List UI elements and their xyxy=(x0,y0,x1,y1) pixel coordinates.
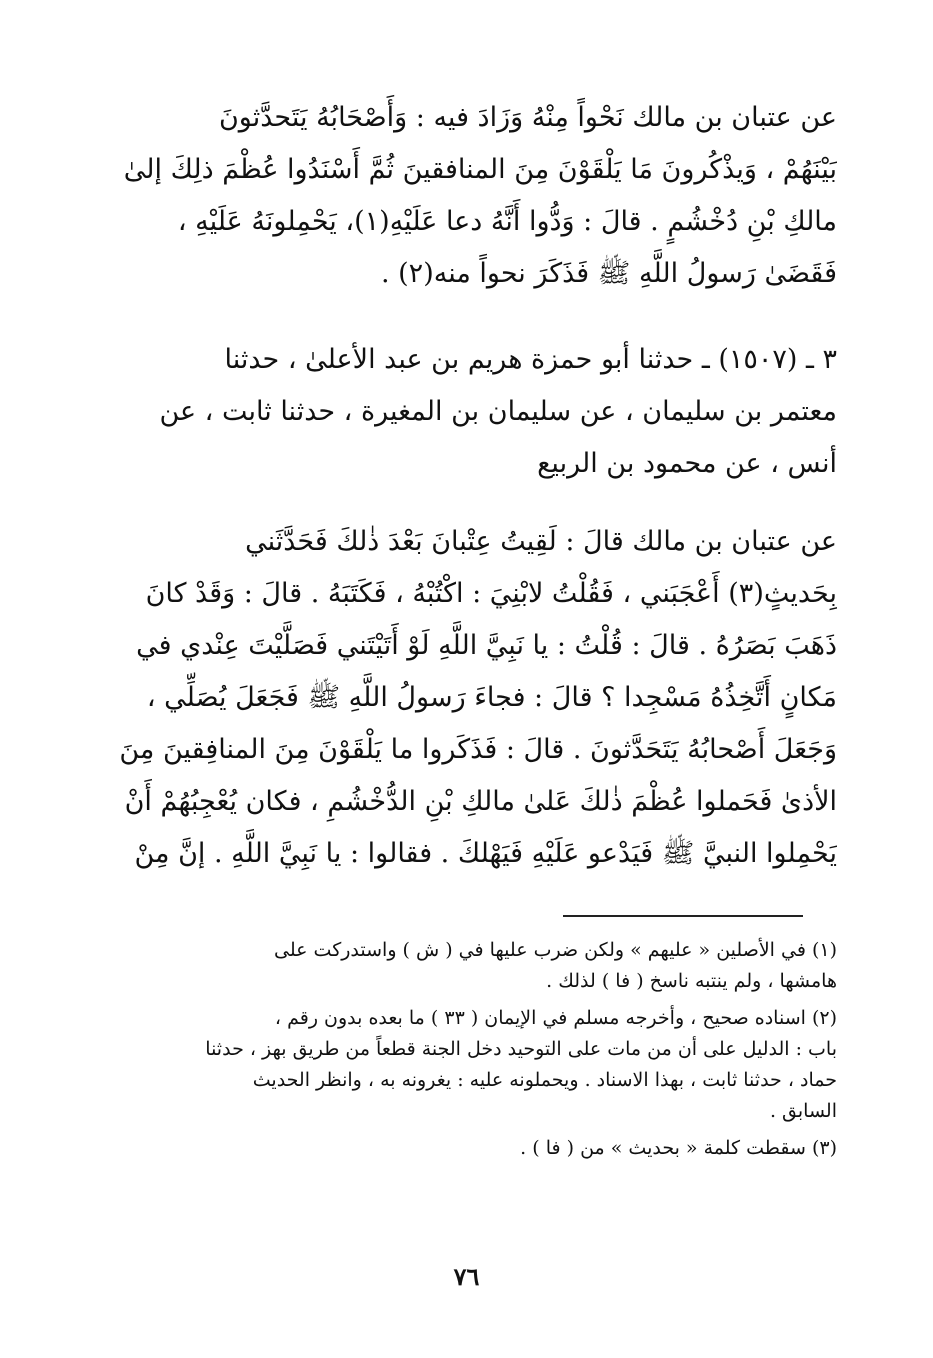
footnote-divider xyxy=(563,915,803,917)
paragraph-hadith-continuation xyxy=(105,92,837,300)
footnote-1 xyxy=(105,935,837,997)
text-line: ذَهَبَ بَصَرُهُ . قالَ : قُلْتُ : يا نَبِيَّ اللَّهِ لَوْ أَتَيْتَني فَصَلَّيْتَ عِنْدي في xyxy=(136,630,837,661)
paragraph-isnad-1507 xyxy=(105,334,837,490)
paragraph-matn xyxy=(105,516,837,880)
text-line: عن عتبان بن مالك قالَ : لَقِيتُ عِتْبانَ بَعْدَ ذٰلكَ فَحَدَّثَني xyxy=(245,526,837,557)
footnote-line: (٣) سقطت كلمة « بحديث » من ( فا ) . xyxy=(520,1137,837,1159)
footnote-line: (٢) اسناده صحيح ، وأخرجه مسلم في الإيمان ( ٣٣ ) ما بعده بدون رقم ، xyxy=(274,1007,837,1029)
text-line: مَكانٍ أَتَّخِذُهُ مَسْجِدا ؟ قالَ : فجاءَ رَسولُ اللَّهِ ﷺ فَجَعَلَ يُصَلِّي ، xyxy=(146,682,837,713)
text-line: بِحَديثٍ(٣) أَعْجَبَني ، فَقُلْتُ لابْنِيَ : اكْتُبْهُ ، فَكَتَبَهُ . قالَ : وَقَدْ كانَ xyxy=(145,578,837,609)
text-line: مالكِ بْنِ دُخْشُمٍ . قالَ : وَدُّوا أَنَّهُ دعا عَلَيْهِ(١)، يَحْمِلونَهُ عَلَيْهِ ، xyxy=(177,206,837,237)
text-line: معتمر بن سليمان ، عن سليمان بن المغيرة ، حدثنا ثابت ، عن xyxy=(159,396,837,427)
text-line: فَقَضَىٰ رَسولُ اللَّهِ ﷺ فَذَكَرَ نحواً منه(٢) . xyxy=(380,258,837,289)
footnote-2 xyxy=(105,1003,837,1127)
footnote-line: هامشها ، ولم ينتبه ناسخ ( فا ) لذلك . xyxy=(546,970,837,992)
text-line: عن عتبان بن مالك نَحْواً مِنْهُ وَزَادَ فيه : وَأَصْحَابُهُ يَتَحدَّثونَ xyxy=(218,102,837,133)
text-line: بَيْنَهُمْ ، وَيذْكُرونَ مَا يَلْقَوْنَ مِنَ المنافقينَ ثُمَّ أَسْنَدُوا عُظْمَ ذلِكَ إلىٰ xyxy=(123,154,837,185)
text-line: أنس ، عن محمود بن الربيع xyxy=(537,448,837,479)
footnote-line: باب : الدليل على أن من مات على التوحيد دخل الجنة قطعاً من طريق بهز ، حدثنا xyxy=(205,1038,837,1060)
text-line: وَجَعَلَ أَصْحابُهُ يَتَحَدَّثونَ . قالَ : فَذَكَروا ما يَلْقَوْنَ مِنَ المنافِقينَ مِنَ xyxy=(119,734,837,765)
footnotes xyxy=(105,935,837,1170)
footnote-line: السابق . xyxy=(769,1100,837,1122)
footnote-3 xyxy=(105,1133,837,1164)
text-line: ٣ ـ (١٥٠٧) ـ حدثنا أبو حمزة هريم بن عبد الأعلىٰ ، حدثنا xyxy=(224,344,837,375)
text-line: الأذىٰ فَحَملوا عُظْمَ ذٰلكَ عَلىٰ مالكِ بْنِ الدُّخْشُمِ ، فكان يُعْجِبُهُمْ أَنْ xyxy=(124,786,837,817)
footnote-line: (١) في الأصلين « عليهم » ولكن ضرب عليها في ( ش ) واستدركت على xyxy=(274,939,837,961)
footnote-line: حماد ، حدثنا ثابت ، بهذا الاسناد . ويحملونه عليه : يغرونه به ، وانظر الحديث xyxy=(252,1069,837,1091)
text-line: يَحْمِلوا النبيَّ ﷺ فَيَدْعو عَلَيْهِ فَيَهْلكَ . فقالوا : يا نَبِيَّ اللَّهِ . إنَّ مِنْ xyxy=(134,838,837,869)
page-number: ٧٦ xyxy=(453,1262,480,1291)
